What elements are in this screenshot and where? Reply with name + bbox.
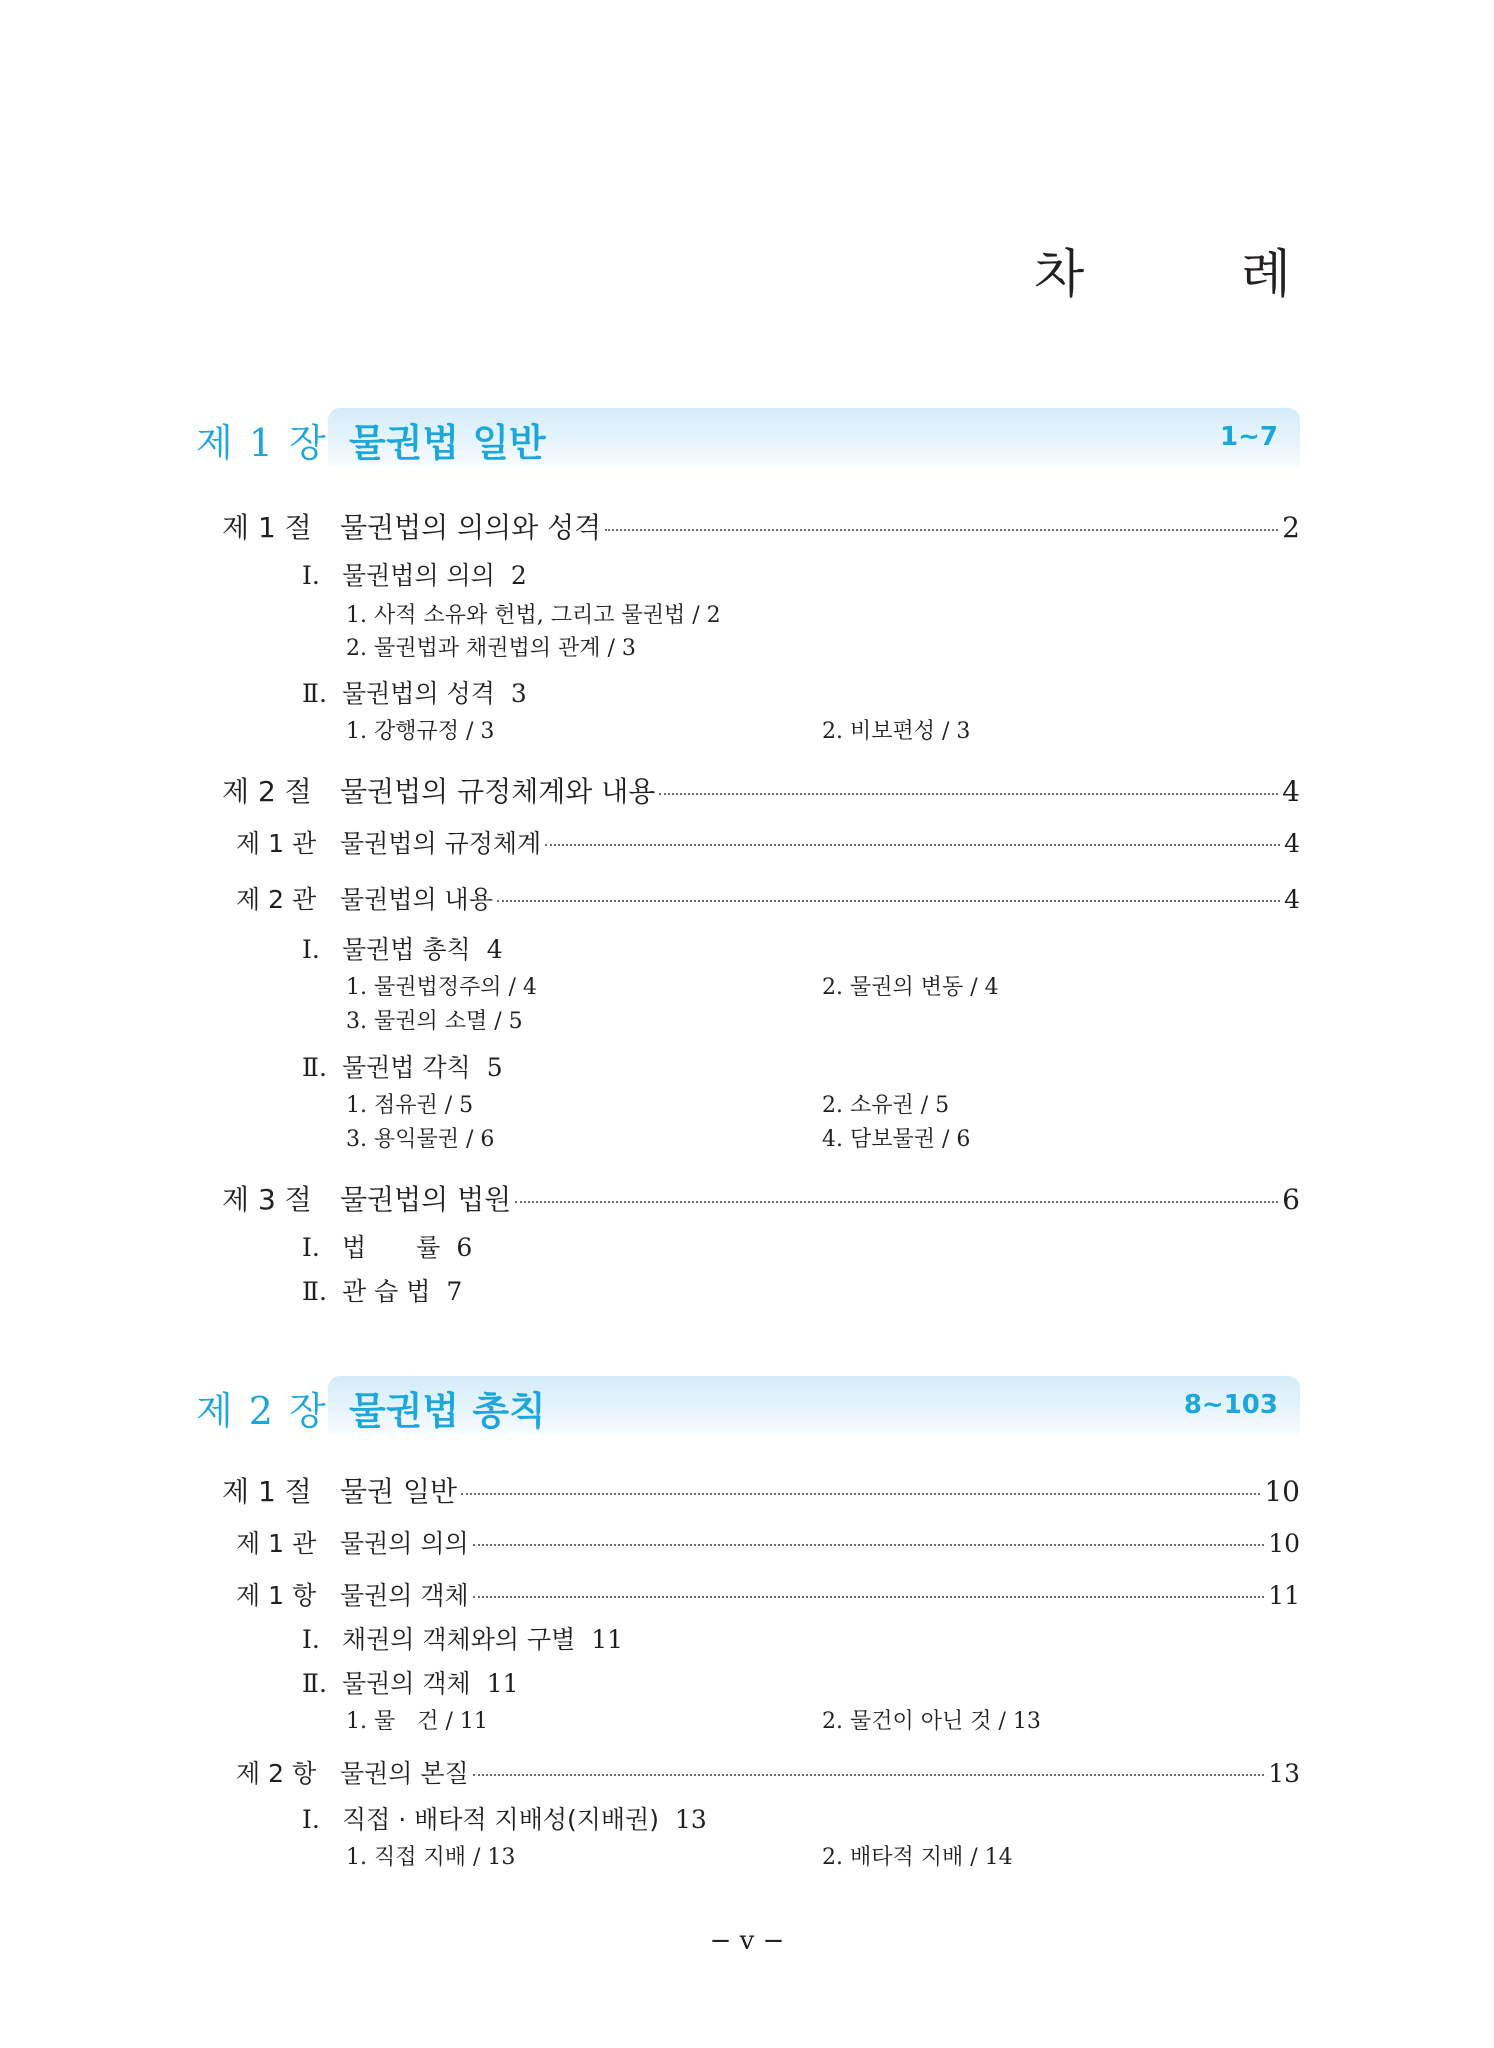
roman-numeral: Ⅰ. [302, 561, 320, 590]
roman-page: 7 [446, 1277, 463, 1306]
toc-item[interactable]: 2. 물건이 아닌 것 / 13 [822, 1709, 1041, 1734]
toc-item[interactable]: 1. 점유권 / 5 [346, 1093, 474, 1118]
subsection-page: 13 [1268, 1759, 1300, 1788]
toc-roman-entry[interactable] [302, 1048, 503, 1084]
roman-page: 11 [486, 1669, 519, 1698]
toc-subsection-entry[interactable] [236, 824, 1300, 860]
roman-numeral: Ⅰ. [302, 935, 320, 964]
subsection-label: 제 1 항 [236, 1581, 317, 1610]
toc-item[interactable]: 2. 물권의 변동 / 4 [822, 975, 999, 1000]
roman-title: 채권의 객체와의 구별 [342, 1625, 576, 1654]
toc-item[interactable]: 1. 물권법정주의 / 4 [346, 975, 537, 1000]
toc-item[interactable]: 1. 직접 지배 / 13 [346, 1845, 516, 1870]
toc-section-entry[interactable] [222, 1178, 1300, 1218]
toc-roman-entry[interactable] [302, 674, 527, 710]
section-label: 제 1 절 [222, 1475, 312, 1508]
subsection-label: 제 1 관 [236, 1529, 317, 1558]
toc-item[interactable]: 1. 물 건 / 11 [346, 1709, 488, 1734]
subsection-page: 10 [1268, 1529, 1300, 1558]
chapter-page-range: 8~103 [1183, 1390, 1278, 1420]
toc-item[interactable]: 1. 강행규정 / 3 [346, 719, 495, 744]
subsection-title: 물권의 본질 [340, 1759, 469, 1788]
toc-subsection-entry[interactable] [236, 1524, 1300, 1560]
section-page: 4 [1282, 775, 1300, 808]
toc-item[interactable]: 2. 물권법과 채권법의 관계 / 3 [346, 636, 636, 661]
chapter-header [196, 1376, 1300, 1436]
toc-roman-entry[interactable] [302, 930, 503, 966]
toc-section-entry[interactable] [222, 506, 1300, 546]
dot-leader [605, 529, 1278, 531]
section-title: 물권법의 의의와 성격 [340, 511, 602, 544]
toc-item[interactable]: 2. 배타적 지배 / 14 [822, 1845, 1013, 1870]
section-page: 10 [1264, 1475, 1300, 1508]
section-label: 제 2 절 [222, 775, 312, 808]
toc-subsection-entry[interactable] [236, 880, 1300, 916]
dot-leader [461, 1493, 1260, 1495]
roman-numeral: Ⅱ. [302, 679, 327, 708]
dot-leader [545, 844, 1280, 846]
toc-section-entry[interactable] [222, 1470, 1300, 1510]
subsection-title: 물권의 의의 [340, 1529, 469, 1558]
section-label: 제 1 절 [222, 511, 312, 544]
page-title: 차 례 [1034, 245, 1361, 305]
toc-item[interactable]: 3. 용익물권 / 6 [346, 1127, 495, 1152]
roman-title: 관 습 법 [342, 1277, 431, 1306]
chapter-label: 제 2 장 [196, 1389, 328, 1433]
subsection-title: 물권법의 내용 [340, 885, 493, 914]
subsection-page: 4 [1284, 885, 1300, 914]
toc-item[interactable]: 1. 사적 소유와 헌법, 그리고 물권법 / 2 [346, 603, 721, 628]
roman-numeral: Ⅰ. [302, 1233, 320, 1262]
roman-page: 3 [510, 679, 527, 708]
dot-leader [473, 1544, 1264, 1546]
toc-roman-entry[interactable] [302, 1664, 519, 1700]
roman-title: 물권의 객체 [342, 1669, 471, 1698]
section-title: 물권법의 법원 [340, 1183, 512, 1216]
toc-roman-entry[interactable] [302, 556, 527, 592]
subsection-label: 제 2 항 [236, 1759, 317, 1788]
chapter-title: 물권법 일반 [349, 421, 546, 465]
toc-roman-entry[interactable] [302, 1272, 462, 1308]
dot-leader [659, 793, 1278, 795]
page-number: − v − [709, 1926, 785, 1956]
roman-title: 물권법의 의의 [342, 561, 495, 590]
roman-numeral: Ⅰ. [302, 1625, 320, 1654]
roman-numeral: Ⅰ. [302, 1805, 320, 1834]
section-page: 2 [1282, 511, 1300, 544]
roman-page: 11 [591, 1625, 624, 1654]
subsection-label: 제 2 관 [236, 885, 317, 914]
toc-item[interactable]: 4. 담보물권 / 6 [822, 1127, 971, 1152]
dot-leader [515, 1201, 1278, 1203]
dot-leader [473, 1774, 1264, 1776]
toc-item[interactable]: 3. 물권의 소멸 / 5 [346, 1009, 523, 1034]
section-page: 6 [1282, 1183, 1300, 1216]
chapter-label: 제 1 장 [196, 421, 328, 465]
roman-numeral: Ⅱ. [302, 1669, 327, 1698]
roman-page: 4 [486, 935, 503, 964]
toc-subsection-entry[interactable] [236, 1754, 1300, 1790]
roman-page: 5 [486, 1053, 503, 1082]
subsection-title: 물권법의 규정체계 [340, 829, 542, 858]
toc-section-entry[interactable] [222, 770, 1300, 810]
section-label: 제 3 절 [222, 1183, 312, 1216]
section-title: 물권법의 규정체계와 내용 [340, 775, 656, 808]
toc-roman-entry[interactable] [302, 1228, 472, 1264]
toc-roman-entry[interactable] [302, 1620, 623, 1656]
roman-title: 법 률 [342, 1233, 441, 1262]
subsection-page: 4 [1284, 829, 1300, 858]
chapter-header [196, 408, 1300, 468]
subsection-page: 11 [1268, 1581, 1300, 1610]
section-title: 물권 일반 [340, 1475, 458, 1508]
toc-item[interactable]: 2. 비보편성 / 3 [822, 719, 971, 744]
subsection-label: 제 1 관 [236, 829, 317, 858]
roman-title: 물권법 각칙 [342, 1053, 471, 1082]
roman-title: 물권법의 성격 [342, 679, 495, 708]
roman-page: 6 [456, 1233, 473, 1262]
roman-numeral: Ⅱ. [302, 1277, 327, 1306]
toc-roman-entry[interactable] [302, 1800, 707, 1836]
subsection-title: 물권의 객체 [340, 1581, 469, 1610]
roman-title: 직접 · 배타적 지배성(지배권) [342, 1805, 659, 1834]
dot-leader [497, 900, 1280, 902]
chapter-title: 물권법 총칙 [349, 1389, 546, 1433]
roman-page: 13 [674, 1805, 707, 1834]
chapter-page-range: 1~7 [1220, 422, 1278, 452]
toc-item[interactable]: 2. 소유권 / 5 [822, 1093, 950, 1118]
roman-page: 2 [510, 561, 527, 590]
toc-subsection-entry[interactable] [236, 1576, 1300, 1612]
dot-leader [473, 1596, 1264, 1598]
roman-numeral: Ⅱ. [302, 1053, 327, 1082]
roman-title: 물권법 총칙 [342, 935, 471, 964]
